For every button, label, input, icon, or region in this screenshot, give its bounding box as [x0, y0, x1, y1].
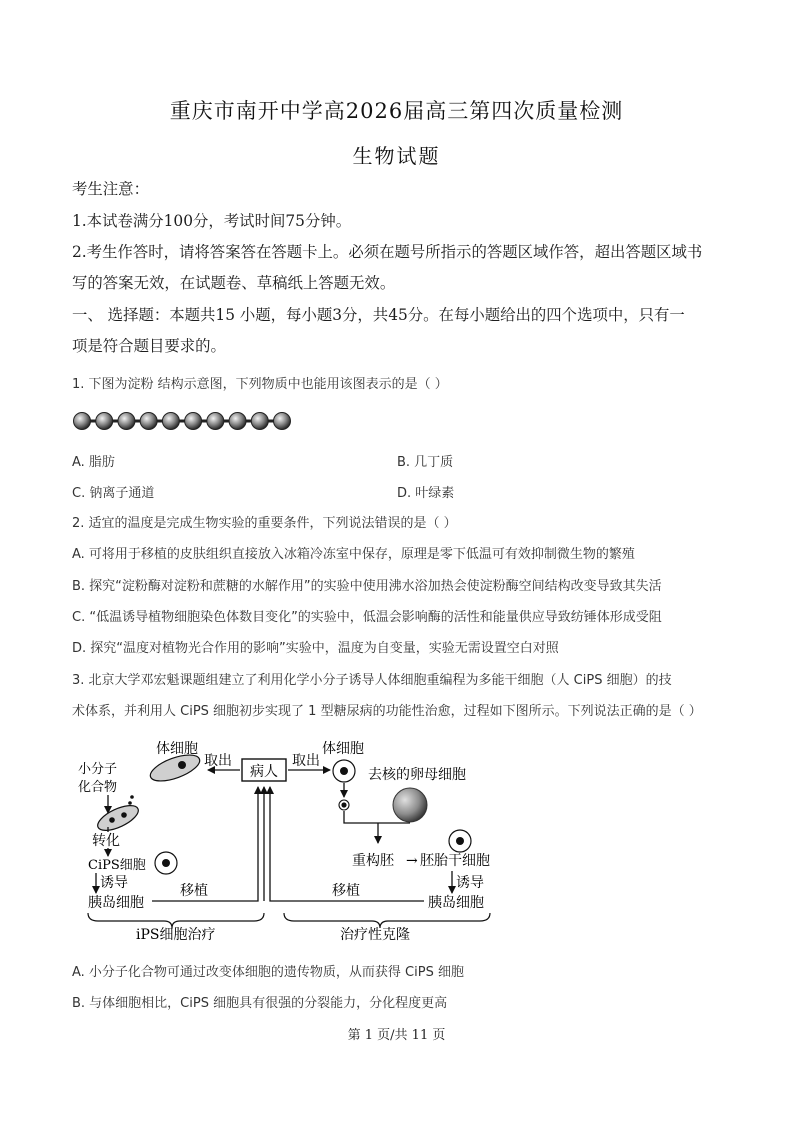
page-subtitle: 生物试题: [352, 144, 441, 168]
islet-left-label: 胰岛细胞: [88, 895, 144, 911]
small-molecule-label-1: 小分子: [78, 762, 118, 777]
induce-right-label: 诱导: [456, 875, 484, 891]
convert-label: 转化: [92, 833, 120, 849]
notice-heading: 考生注意：: [72, 180, 149, 198]
question-3-option-a: A. 小分子化合物可通过改变体细胞的遗传物质，从而获得 CiPS 细胞: [72, 965, 464, 980]
oocyte-label: 去核的卵母细胞: [368, 767, 466, 783]
somatic-cell-right-nucleus: [340, 767, 348, 775]
section-1-instruction-line-1: 一、 选择题：本题共15 小题，每小题3分，共45分。在每小题给出的四个选项中，只有一: [72, 306, 685, 324]
question-3-option-b: B. 与体细胞相比，CiPS 细胞具有很强的分裂能力，分化程度更高: [72, 996, 448, 1011]
cips-process-diagram: [72, 735, 512, 945]
brace-right-label: 治疗性克隆: [340, 927, 410, 943]
brace-left-label: iPS细胞治疗: [136, 927, 216, 943]
glucose-bead: [185, 413, 202, 430]
question-1-option-b: B. 几丁质: [397, 455, 454, 470]
question-3-stem-line-1: 3. 北京大学邓宏魁课题组建立了利用化学小分子诱导人体细胞重编程为多能干细胞（人 CiPS 细胞）的技: [72, 673, 672, 688]
embryonic-stem-cell-nucleus: [456, 837, 464, 845]
transplant-right-label: 移植: [332, 883, 360, 899]
glucose-bead: [162, 413, 179, 430]
glucose-bead: [96, 413, 113, 430]
glucose-bead: [207, 413, 224, 430]
converting-cell-icon: [94, 801, 141, 836]
question-2-option-d: D. 探究“温度对植物光合作用的影响”实验中，温度为自变量，实验无需设置空白对照: [72, 641, 559, 656]
cips-cell-nucleus: [162, 859, 170, 867]
small-molecule-label-2: 化合物: [78, 780, 118, 795]
glucose-bead: [251, 413, 268, 430]
glucose-bead: [140, 413, 157, 430]
oocyte-icon: [393, 788, 427, 822]
glucose-bead: [274, 413, 291, 430]
molecule-dot: [130, 795, 134, 799]
extracted-nucleus-core: [341, 802, 346, 807]
page-title: 重庆市南开中学高2026届高三第四次质量检测: [169, 99, 624, 123]
transplant-left-label: 移植: [180, 883, 208, 899]
brace-left: [88, 913, 264, 928]
take-right-label: 取出: [292, 753, 320, 769]
patient-label: 病人: [250, 764, 278, 780]
molecule-dot: [128, 801, 132, 805]
question-2-option-c: C. “低温诱导植物细胞染色体数目变化”的实验中，低温会影响酶的活性和能量供应导致纺锤体形成受阻: [72, 610, 662, 625]
question-2-option-b: B. 探究“淀粉酶对淀粉和蔗糖的水解作用”的实验中使用沸水浴加热会使淀粉酶空间结构改变导致其失活: [72, 579, 662, 594]
somatic-cell-right-label: 体细胞: [322, 741, 364, 757]
section-1-instruction-line-2: 项是符合题目要求的。: [72, 337, 226, 355]
islet-right-label: 胰岛细胞: [428, 895, 484, 911]
reconstructed-embryo-arrow: →: [406, 853, 418, 869]
question-2-stem: 2. 适宜的温度是完成生物实验的重要条件，下列说法错误的是（ ）: [72, 516, 457, 531]
cips-cell-label: CiPS细胞: [88, 858, 146, 873]
glucose-bead: [118, 413, 135, 430]
glucose-bead: [229, 413, 246, 430]
somatic-cell-left-label: 体细胞: [156, 741, 198, 757]
somatic-cell-left-nucleus: [178, 761, 186, 769]
notice-item-2-line-1: 2.考生作答时，请将答案答在答题卡上。必须在题号所指示的答题区域作答，超出答题区域书: [72, 243, 703, 261]
question-1-option-a: A. 脂肪: [72, 455, 115, 470]
notice-item-2-line-2: 写的答案无效，在试题卷、草稿纸上答题无效。: [72, 274, 396, 292]
notice-item-1: 1.本试卷满分100分，考试时间75分钟。: [72, 212, 352, 230]
page-number: 第 1 页/共 11 页: [347, 1028, 446, 1043]
embryonic-stem-cell-label: 胚胎干细胞: [420, 853, 490, 869]
brace-right: [284, 913, 490, 928]
question-2-option-a: A. 可将用于移植的皮肤组织直接放入冰箱冷冻室中保存，原理是零下低温可有效抑制微生物的繁殖: [72, 547, 635, 562]
glucose-bead: [74, 413, 91, 430]
induce-left-label: 诱导: [100, 875, 128, 891]
take-left-label: 取出: [204, 753, 232, 769]
question-1-option-d: D. 叶绿素: [397, 486, 455, 501]
converting-cell-dot: [109, 817, 115, 823]
question-1-option-c: C. 钠离子通道: [72, 486, 155, 501]
question-3-stem-line-2: 术体系，并利用人 CiPS 细胞初步实现了 1 型糖尿病的功能性治愈，过程如下图所示。下列说法正确的是（ ）: [72, 704, 702, 719]
starch-structure-figure: [72, 408, 292, 436]
question-1-stem: 1. 下图为淀粉 结构示意图，下列物质中也能用该图表示的是（ ）: [72, 377, 448, 392]
converting-cell-dot: [121, 812, 127, 818]
reconstructed-embryo-label: 重构胚: [352, 853, 394, 869]
